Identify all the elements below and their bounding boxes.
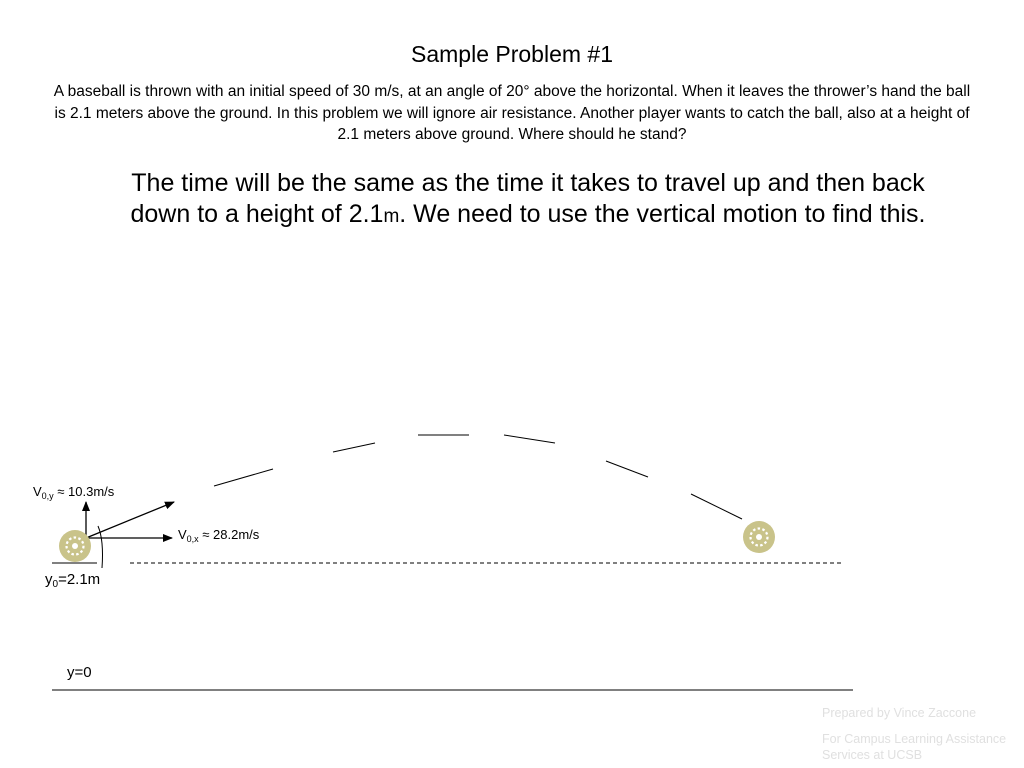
slide-title: Sample Problem #1: [411, 41, 613, 67]
v0y-label: $V_{0,y} \approx 10.3m/s$: [33, 484, 115, 501]
v0-arrow: [86, 502, 174, 538]
explanation-part1: The time will be the same as the time it takes to travel up and then back down to a height of 2.1: [130, 169, 925, 228]
baseball-icon: [743, 521, 775, 553]
footer-for-line: For Campus Learning Assistance Services at UCSB: [822, 732, 1007, 762]
explanation-unit: m: [383, 206, 400, 227]
ground-label: y=0: [67, 664, 92, 681]
initial-height-label: $y_0=2.1m$: [45, 571, 101, 590]
v0x-label: $V_{0,x} \approx 28.2m/s$: [178, 527, 260, 544]
footer-prepared-by: Prepared by Vince Zaccone: [822, 706, 977, 720]
baseball-icon: [59, 530, 91, 562]
problem-statement: A baseball is thrown with an initial speed of 30 m/s, at an angle of 20° above the horizontal. When it leaves the thrower’s hand the ball is 2.1 meters above the ground. In this problem we will ignore air resistance. Another player wants to catch the ball, also at a height of 2.1 meters above ground. Where should he stand?: [53, 83, 971, 143]
trajectory-path: [214, 435, 742, 519]
explanation-part2: . We need to use the vertical motion to find this.: [399, 200, 926, 228]
